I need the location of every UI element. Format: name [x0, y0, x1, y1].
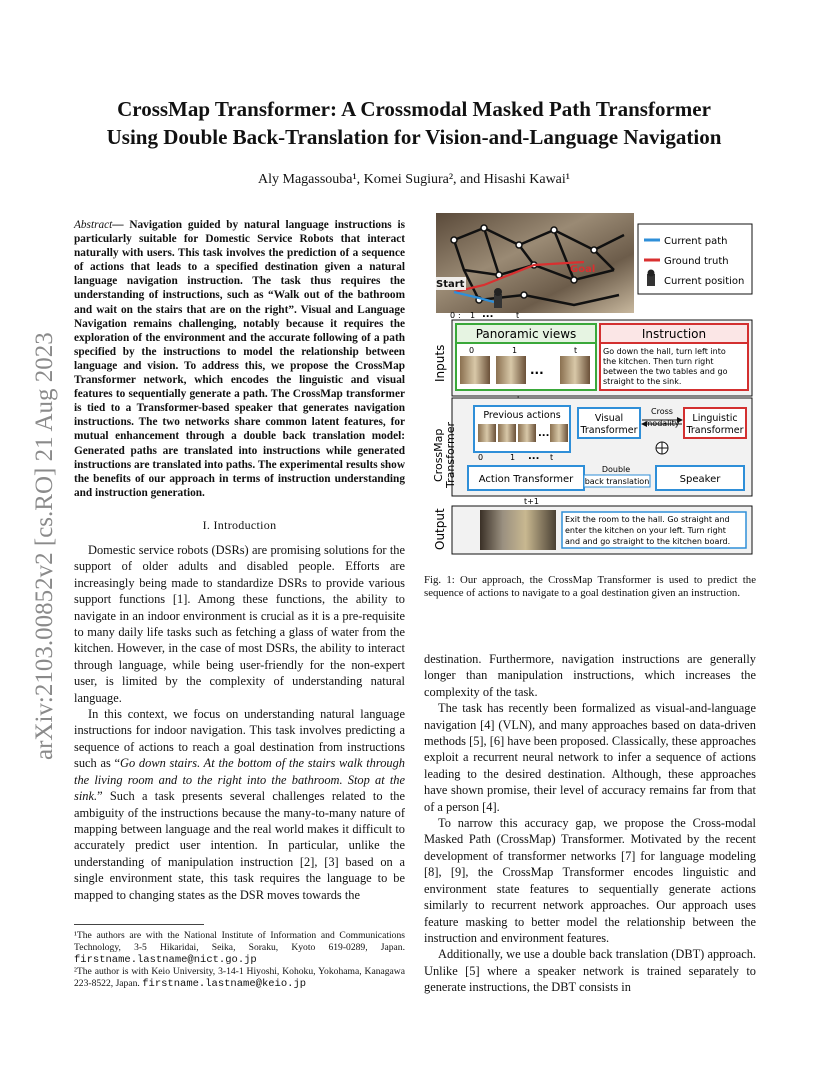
intro-paragraph-2 — [74, 706, 405, 903]
time-colon-top: : — [458, 311, 461, 320]
time-index-0-top: 0 — [450, 311, 456, 320]
pano-dots: ... — [530, 363, 544, 377]
crossmap-label: CrossMap — [432, 428, 445, 482]
right-column-body — [424, 651, 756, 996]
right-paragraph-1: The task has recently been formalized as visual-and-language navigation [4] (VLN), and many approaches based on data-driven methods [5], [6] have been proposed. Classically, these approaches exploit a recurrent neural network to infer a sequence of actions leading to the desired destination. Although, these approaches have shown promise, their level of accuracy remains far from that of a person [4]. — [424, 701, 756, 814]
instruction-line-2: the kitchen. Then turn right — [603, 357, 714, 366]
output-text-line-2: enter the kitchen on your left. Turn right — [565, 526, 726, 535]
prev-index-0: 0 — [478, 453, 484, 462]
panoramic-view-1 — [496, 356, 526, 384]
figure-1 — [424, 210, 756, 560]
intro-p2-quote: Go down stairs. At the bottom of the stairs walk through the living room and to the right into the bathroom. Stop at the sink. — [74, 756, 405, 804]
authors: Aly Magassouba¹, Komei Sugiura², and Hisashi Kawai¹ — [258, 172, 570, 187]
goal-label: Goal — [570, 264, 596, 275]
footnote-2 — [74, 966, 405, 990]
right-paragraph-3: Additionally, we use a double back translation (DBT) approach. Unlike [5] where a speaker network is trained separately to generate instructions, the DBT consists in — [424, 947, 756, 995]
footnote-1 — [74, 930, 405, 966]
crossmap-label-transformer: Transformer — [444, 421, 457, 488]
abstract-text: — Navigation guided by natural language instructions is particularly suitable for Domestic Service Robots that interact naturally with users. This task involves the prediction of a sequence of actions that leads to a specified destination given a natural language navigation instruction. The task thus requires the understanding of instructions, such as “Walk out of the bathroom and wait on the stairs that are on the right”. Visual and Language Navigation remains challenging, notably because it requires the exploration of the environment and the accurate following of a path specified by the instructions to model the relationship between language and vision. To address this, we propose the CrossMap Transformer network, which encodes the linguistic and visual features to sequentially generate a path. The CrossMap transformer is tied to a Transformer-based speaker that generates navigation instructions. The two networks share common latent features, for mutual enhancement through a double back translation model: Generated paths are translated into instructions while generated instructions are translated into paths. The experimental results show the benefits of our approach in terms of instruction understanding and instruction generation. — [74, 219, 405, 499]
time-index-t-plus-1: t+1 — [524, 497, 539, 506]
pano-index-t: t — [574, 346, 578, 355]
instruction-line-4: straight to the sink. — [603, 377, 682, 386]
title-line-1: CrossMap Transformer: A Crossmodal Masked Path Transformer — [117, 97, 711, 121]
legend-ground-truth: Ground truth — [664, 256, 729, 267]
prev-actions-dots: ... — [538, 428, 550, 439]
figure-1-caption: Fig. 1: Our approach, the CrossMap Transformer is used to predict the sequence of actions to navigate to a goal destination given an instruction. — [424, 574, 756, 599]
output-text-line-3: and and go straight to the kitchen board. — [565, 537, 731, 546]
right-paragraph-2: To narrow this accuracy gap, we propose the Cross-modal Masked Path (CrossMap) Transformer. Motivated by the recent development of transformer networks [7] for language modeling [8], [9], the CrossMap Transformer encodes linguistic and environment state features to sequentially generate actions similarly to recurrent network approaches. Our approach uses feature masking to better model the relationship between the instruction and environment features. — [424, 816, 756, 945]
cross-modality-label-1: Cross — [651, 407, 673, 416]
pano-index-0: 0 — [469, 346, 475, 355]
double-back-translation-label-2: back translation — [584, 477, 650, 486]
intro-body — [74, 542, 405, 903]
panoramic-views-title: Panoramic views — [475, 327, 577, 341]
footnote-2-email: firstname.lastname@keio.jp — [142, 978, 307, 990]
time-index-1-top: 1 — [470, 311, 476, 320]
linguistic-transformer-label-2: Transformer — [686, 425, 744, 436]
footnote-1-email: firstname.lastname@nict.go.jp — [74, 954, 257, 966]
arxiv-stamp-text: arXiv:2103.00852v2 [cs.RO] 21 Aug 2023 — [31, 332, 58, 760]
start-label: Start — [436, 279, 465, 290]
prev-index-t: t — [550, 453, 554, 462]
output-label: Output — [433, 508, 447, 550]
title-line-2: Using Double Back-Translation for Vision-and-Language Navigation — [106, 125, 722, 149]
visual-transformer-label-2: Transformer — [580, 425, 638, 436]
legend-current-position: Current position — [664, 276, 745, 287]
previous-actions-title: Previous actions — [483, 410, 561, 421]
arxiv-stamp — [20, 30, 60, 1040]
prev-index-1: 1 — [510, 453, 516, 462]
footnote-1-text: ¹The authors are with the National Institute of Information and Communications Technology, 3-5 Hikaridai, Seika, Soraku, Kyoto 619-0289, Japan. — [74, 930, 405, 953]
intro-paragraph-1: Domestic service robots (DSRs) are promising solutions for the support of older adults and disabled people. Efforts are increasingly being made to standardize DSRs to provide various support functions [1]. Among these functions, the ability to navigate in an indoor environment is crucial as it is a pre-requisite to many daily life tasks such as fetching a glass of water from the kitchen. However, in the case of most DSRs, the ability to interact through language, while being user-friendly for the non-expert user, is limited by the complexity of understanding natural language. — [74, 543, 405, 705]
instruction-title: Instruction — [641, 327, 707, 341]
panoramic-view-t — [560, 356, 590, 384]
legend-robot-icon — [647, 270, 655, 287]
output-view-image — [480, 510, 556, 550]
footnotes — [74, 930, 405, 990]
abstract — [74, 218, 405, 500]
legend-current-path: Current path — [664, 236, 728, 247]
inputs-label: Inputs — [433, 344, 447, 382]
section-heading-introduction: I. Introduction — [202, 518, 277, 532]
figure-1-diagram — [424, 210, 756, 560]
visual-transformer-label-1: Visual — [594, 413, 624, 424]
footnote-rule — [74, 924, 204, 925]
panoramic-view-0 — [460, 356, 490, 384]
instruction-line-3: between the two tables and go — [603, 367, 728, 376]
speaker-label: Speaker — [679, 474, 721, 485]
abstract-label: Abstract — [74, 219, 113, 231]
pano-index-1: 1 — [512, 346, 518, 355]
cross-modality-label-2: modality — [644, 419, 680, 428]
linguistic-transformer-label-1: Linguistic — [692, 413, 738, 424]
paper-title — [60, 95, 768, 151]
action-transformer-label: Action Transformer — [478, 474, 574, 485]
output-text-line-1: Exit the room to the hall. Go straight and — [565, 515, 730, 524]
robot-position-icon — [494, 288, 502, 308]
prev-index-dots: ... — [528, 451, 540, 462]
time-index-t-top: t — [516, 311, 520, 320]
double-back-translation-label-1: Double — [601, 465, 631, 474]
intro-p2-start: In this context, we focus on understanding natural language instructions for indoor navigation. This task involves predicting a sequence of actions to reach a goal destination from instructions such as “ — [74, 707, 405, 771]
intro-p2-end: ” Such a task presents several challenges related to the ambiguity of the instructions because the many-to-many nature of mapping between language and the real world makes it difficult to accurately predict user intention. In particular, unlike the understanding of manipulation instruction [2], [3] based on a single environment state, this task requires the language to be mapped to changing states as the DSR moves towards the — [74, 789, 405, 902]
time-dots-top: ... — [482, 309, 494, 320]
footnote-2-text: ²The author is with Keio University, 3-14-1 Hiyoshi, Kohoku, Yokohama, Kanagawa 223-8522, Japan. — [74, 966, 405, 989]
right-paragraph-0: destination. Furthermore, navigation instructions are generally longer than manipulation instructions, which increases the complexity of the task. — [424, 652, 756, 699]
instruction-line-1: Go down the hall, turn left into — [603, 347, 726, 356]
